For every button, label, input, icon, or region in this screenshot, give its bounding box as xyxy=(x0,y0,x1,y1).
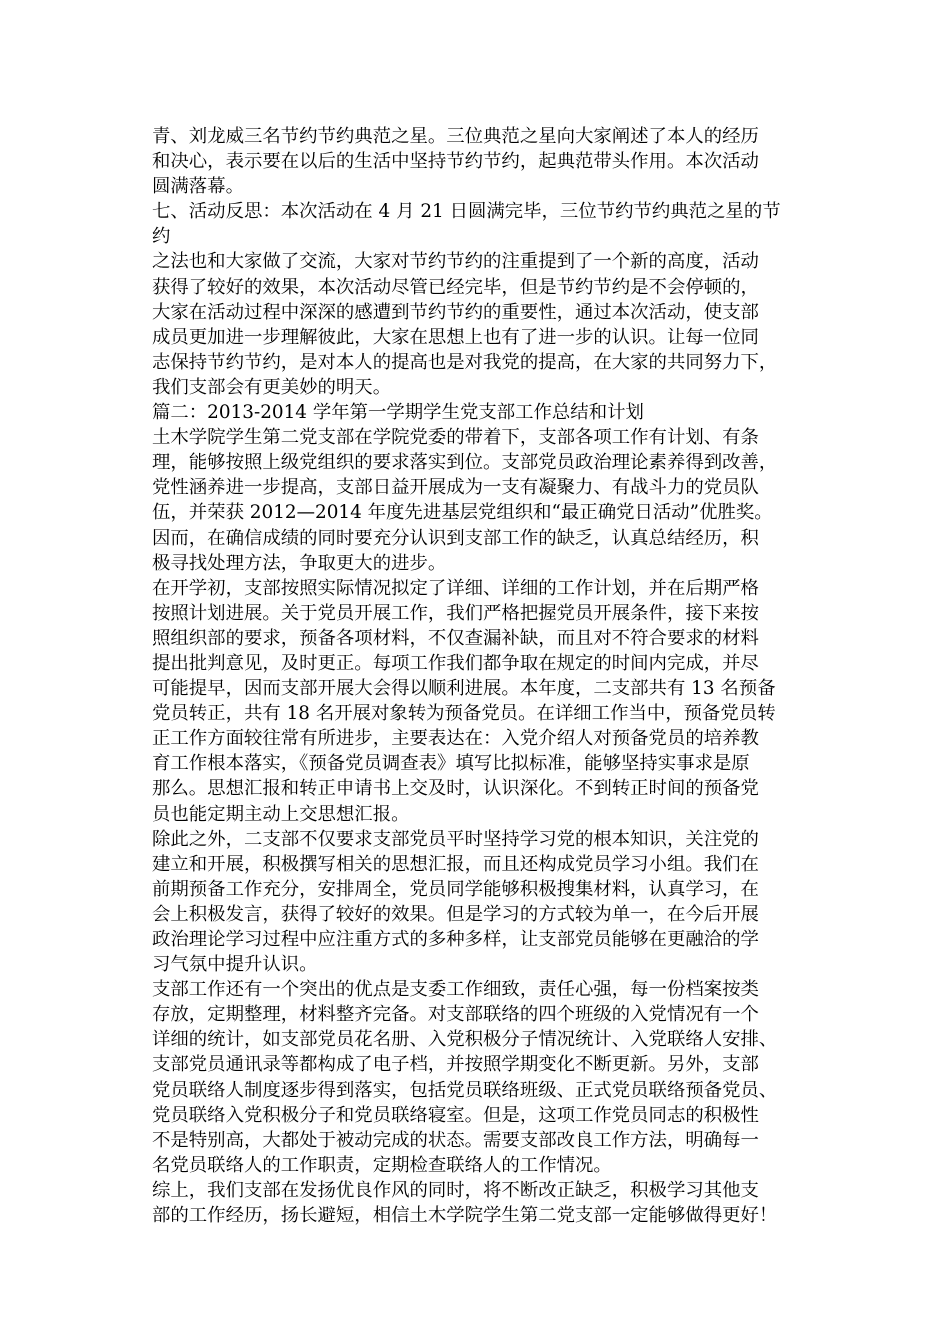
text-line: 综上，我们支部在发扬优良作风的同时，将不断改正缺乏，积极学习其他支 xyxy=(152,1179,759,1201)
text-line: 党员转正，共有 18 名开展对象转为预备党员。在详细工作当中，预备党员转 xyxy=(152,703,776,725)
text-line: 按照计划进展。关于党员开展工作，我们严格把握党员开展条件，接下来按 xyxy=(152,602,759,624)
text-line: 在开学初，支部按照实际情况拟定了详细、详细的工作计划，并在后期严格 xyxy=(152,577,759,599)
text-line: 员也能定期主动上交思想汇报。 xyxy=(152,803,410,825)
text-line: 志保持节约节约，是对本人的提高也是对我党的提高，在大家的共同努力下， xyxy=(152,351,778,373)
text-line: 成员更加进一步理解彼此，大家在思想上也有了进一步的认识。让每一位同 xyxy=(152,326,759,348)
text-line: 我们支部会有更美妙的明天。 xyxy=(152,376,392,398)
text-line: 党性涵养进一步提高，支部日益开展成为一支有凝聚力、有战斗力的党员队 xyxy=(152,477,759,499)
text-line: 伍，并荣获 2012—2014 年度先进基层党组织和“最正确党日活动”优胜奖。 xyxy=(152,502,773,524)
text-line: 提出批判意见，及时更正。每项工作我们都争取在规定的时间内完成，并尽 xyxy=(152,652,759,674)
text-line: 和决心，表示要在以后的生活中坚持节约节约，起典范带头作用。本次活动 xyxy=(152,151,759,173)
text-line: 不是特别高，大都处于被动完成的状态。需要支部改良工作方法，明确每一 xyxy=(152,1129,759,1151)
text-line: 极寻找处理方法，争取更大的进步。 xyxy=(152,552,447,574)
text-line: 篇二：2013-2014 学年第一学期学生党支部工作总结和计划 xyxy=(152,402,644,424)
text-line: 育工作根本落实，《预备党员调查表》填写比拟标准，能够坚持实事求是原 xyxy=(152,753,750,775)
text-line: 名党员联络人的工作职责，定期检查联络人的工作情况。 xyxy=(152,1154,612,1176)
text-line: 正工作方面较往常有所进步，主要表达在：入党介绍人对预备党员的培养教 xyxy=(152,728,759,750)
document-page xyxy=(152,124,802,1228)
text-line: 存放，定期整理，材料整齐完备。对支部联络的四个班级的入党情况有一个 xyxy=(152,1004,759,1026)
text-line: 土木学院学生第二党支部在学院党委的带着下，支部各项工作有计划、有条 xyxy=(152,427,759,449)
text-line: 建立和开展，积极撰写相关的思想汇报，而且还构成党员学习小组。我们在 xyxy=(152,853,759,875)
text-line: 支部工作还有一个突出的优点是支委工作细致，责任心强，每一份档案按类 xyxy=(152,979,759,1001)
text-line: 习气氛中提升认识。 xyxy=(152,954,318,976)
text-line: 圆满落幕。 xyxy=(152,176,244,198)
text-line: 七、活动反思：本次活动在 4 月 21 日圆满完毕，三位节约节约典范之星的节 xyxy=(152,201,781,223)
text-line: 大家在活动过程中深深的感遭到节约节约的重要性，通过本次活动，使支部 xyxy=(152,301,759,323)
text-line: 照组织部的要求，预备各项材料，不仅查漏补缺，而且对不符合要求的材料 xyxy=(152,627,759,649)
text-line: 那么。思想汇报和转正申请书上交及时，认识深化。不到转正时间的预备党 xyxy=(152,778,759,800)
text-line: 前期预备工作充分，安排周全，党员同学能够积极搜集材料，认真学习，在 xyxy=(152,878,759,900)
text-line: 支部党员通讯录等都构成了电子档，并按照学期变化不断更新。另外，支部 xyxy=(152,1054,759,1076)
text-line: 因而，在确信成绩的同时要充分认识到支部工作的缺乏，认真总结经历，积 xyxy=(152,527,759,549)
text-line: 理，能够按照上级党组织的要求落实到位。支部党员政治理论素养得到改善， xyxy=(152,452,778,474)
text-line: 会上积极发言，获得了较好的效果。但是学习的方式较为单一，在今后开展 xyxy=(152,903,759,925)
text-line: 约 xyxy=(152,226,171,248)
text-line: 部的工作经历，扬长避短，相信土木学院学生第二党支部一定能够做得更好！ xyxy=(152,1205,778,1227)
text-line: 党员联络入党积极分子和党员联络寝室。但是，这项工作党员同志的积极性 xyxy=(152,1104,759,1126)
text-line: 获得了较好的效果，本次活动尽管已经完毕，但是节约节约是不会停顿的， xyxy=(152,276,759,298)
text-line: 除此之外，二支部不仅要求支部党员平时坚持学习党的根本知识，关注党的 xyxy=(152,828,759,850)
text-line: 详细的统计，如支部党员花名册、入党积极分子情况统计、入党联络人安排、 xyxy=(152,1029,778,1051)
text-line: 之法也和大家做了交流，大家对节约节约的注重提到了一个新的高度，活动 xyxy=(152,251,759,273)
text-line: 政治理论学习过程中应注重方式的多种多样，让支部党员能够在更融洽的学 xyxy=(152,929,759,950)
text-line: 党员联络人制度逐步得到落实，包括党员联络班级、正式党员联络预备党员、 xyxy=(152,1079,778,1101)
text-line: 青、刘龙威三名节约节约典范之星。三位典范之星向大家阐述了本人的经历 xyxy=(152,126,759,147)
text-line: 可能提早，因而支部开展大会得以顺利进展。本年度，二支部共有 13 名预备 xyxy=(152,678,776,700)
